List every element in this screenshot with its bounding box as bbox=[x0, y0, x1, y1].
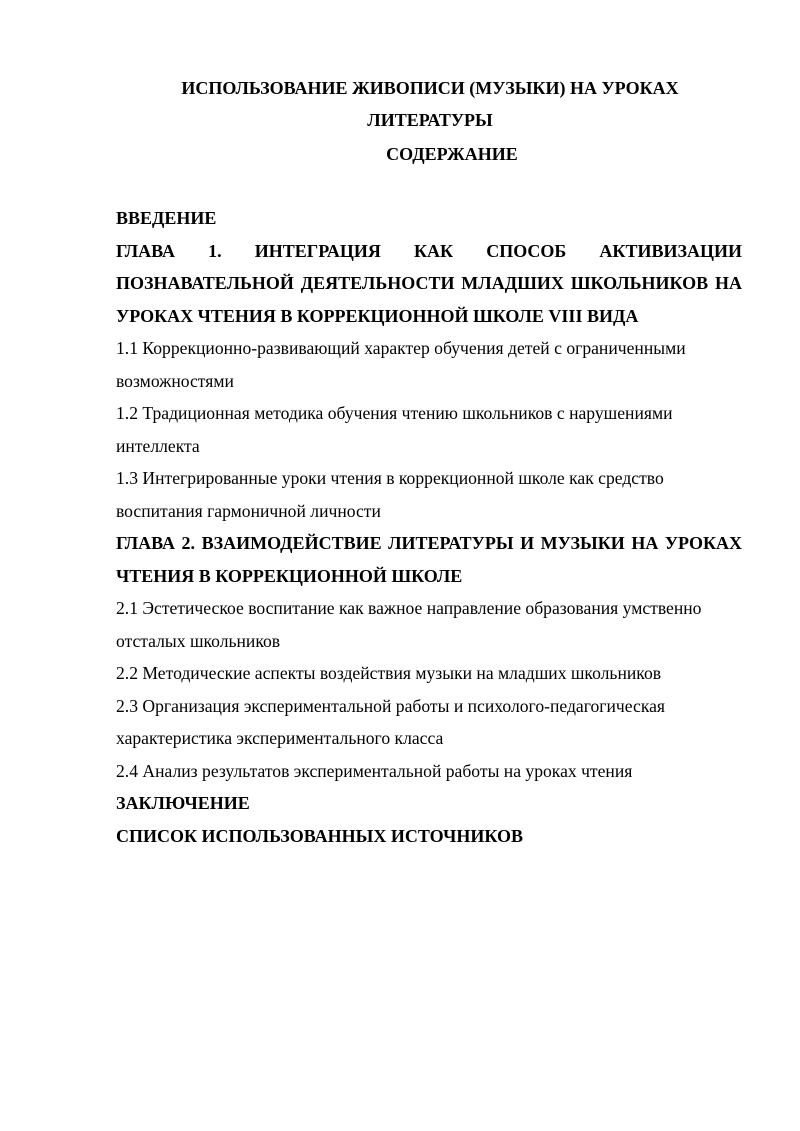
toc-section-2-1: 2.1 Эстетическое воспитание как важное направление образования умственно отсталых школьников bbox=[116, 598, 702, 651]
toc-introduction: ВВЕДЕНИЕ bbox=[116, 208, 217, 228]
document-title-line-1: ИСПОЛЬЗОВАНИЕ ЖИВОПИСИ (МУЗЫКИ) НА УРОКАХ bbox=[181, 78, 679, 98]
toc-section-2-2: 2.2 Методические аспекты воздействия музыки на младших школьников bbox=[116, 663, 662, 683]
toc-section-2-3: 2.3 Организация экспериментальной работы и психолого-педагогическая характеристика экспериментального класса bbox=[116, 695, 666, 748]
table-of-contents bbox=[116, 202, 742, 852]
toc-section-2-4: 2.4 Анализ результатов экспериментальной работы на уроках чтения bbox=[116, 760, 633, 781]
toc-chapter-2: ГЛАВА 2. ВЗАИМОДЕЙСТВИЕ ЛИТЕРАТУРЫ И МУЗЫКИ НА УРОКАХ ЧТЕНИЯ В КОРРЕКЦИОННОЙ ШКОЛЕ bbox=[116, 533, 742, 586]
toc-chapter-1: ГЛАВА 1. ИНТЕГРАЦИЯ КАК СПОСОБ АКТИВИЗАЦИИ ПОЗНАВАТЕЛЬНОЙ ДЕЯТЕЛЬНОСТИ МЛАДШИХ ШКОЛЬНИКОВ НА УРОКАХ ЧТЕНИЯ В КОРРЕКЦИОННОЙ ШКОЛЕ VIII ВИДА bbox=[116, 240, 742, 326]
contents-heading: СОДЕРЖАНИЕ bbox=[386, 144, 518, 164]
toc-references: СПИСОК ИСПОЛЬЗОВАННЫХ ИСТОЧНИКОВ bbox=[116, 825, 523, 846]
toc-section-1-1: 1.1 Коррекционно-развивающий характер обучения детей с ограниченными возможностями bbox=[116, 338, 686, 391]
toc-section-1-2: 1.2 Традиционная методика обучения чтению школьников с нарушениями интеллекта bbox=[116, 403, 673, 456]
document-title-line-2: ЛИТЕРАТУРЫ bbox=[367, 110, 493, 130]
toc-section-1-3: 1.3 Интегрированные уроки чтения в коррекционной школе как средство воспитания гармоничной личности bbox=[116, 468, 664, 521]
toc-conclusion: ЗАКЛЮЧЕНИЕ bbox=[116, 793, 250, 813]
